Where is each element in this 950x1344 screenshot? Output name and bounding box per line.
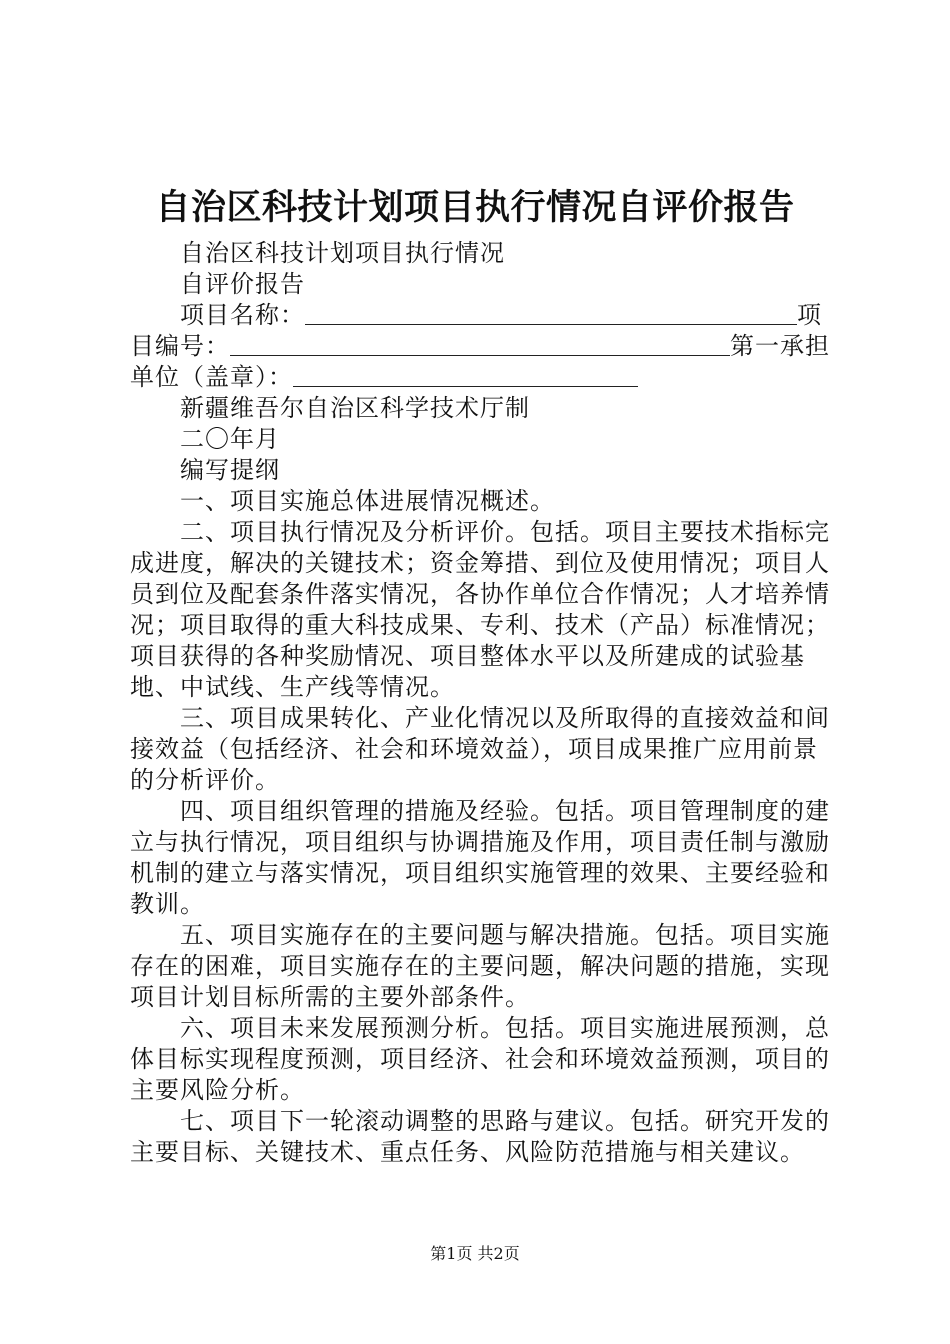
date-line: 二〇年月 [180,425,280,453]
cover-line-1: 自治区科技计划项目执行情况 [180,239,505,267]
project-no-blank [230,331,730,356]
project-name-blank [305,300,797,325]
document-body [130,238,830,1168]
outline-item-2: 二、项目执行情况及分析评价。包括。项目主要技术指标完成进度，解决的关键技术；资金筹措、到位及使用情况；项目人员到位及配套条件落实情况，各协作单位合作情况；人才培养情况；项目取得的重大科技成果、专利、技术（产品）标准情况；项目获得的各种奖励情况、项目整体水平以及所建成的试验基地、中试线、生产线等情况。 [130,518,830,701]
outline-item-5: 五、项目实施存在的主要问题与解决措施。包括。项目实施存在的困难，项目实施存在的主要问题，解决问题的措施，实现项目计划目标所需的主要外部条件。 [130,921,830,1011]
issuer-line: 新疆维吾尔自治区科学技术厅制 [180,394,530,422]
outline-item-1: 一、项目实施总体进展情况概述。 [180,487,555,515]
unit-field [130,362,830,393]
project-no-field [130,331,830,362]
outline-item-6: 六、项目未来发展预测分析。包括。项目实施进展预测，总体目标实现程度预测，项目经济、社会和环境效益预测，项目的主要风险分析。 [130,1014,830,1104]
unit-blank [293,362,638,387]
outline-heading: 编写提纲 [180,456,280,484]
document-title: 自治区科技计划项目执行情况自评价报告 [155,188,795,228]
outline-item-4: 四、项目组织管理的措施及经验。包括。项目管理制度的建立与执行情况，项目组织与协调措施及作用，项目责任制与激励机制的建立与落实情况，项目组织实施管理的效果、主要经验和教训。 [130,797,830,918]
cover-line-2: 自评价报告 [180,270,305,298]
project-no-label: 目编号： [130,332,230,360]
project-name-label: 项目名称： [180,301,305,329]
unit-label: 单位（盖章）： [130,363,293,391]
project-no-label-prefix: 项 [797,301,822,329]
outline-item-3: 三、项目成果转化、产业化情况以及所取得的直接效益和间接效益（包括经济、社会和环境效益），项目成果推广应用前景的分析评价。 [130,704,830,794]
page-footer: 第1页 共2页 [430,1244,520,1263]
outline-item-7: 七、项目下一轮滚动调整的思路与建议。包括。研究开发的主要目标、关键技术、重点任务、风险防范措施与相关建议。 [130,1107,830,1166]
unit-label-prefix: 第一承担 [730,332,830,360]
project-fields [130,300,830,331]
